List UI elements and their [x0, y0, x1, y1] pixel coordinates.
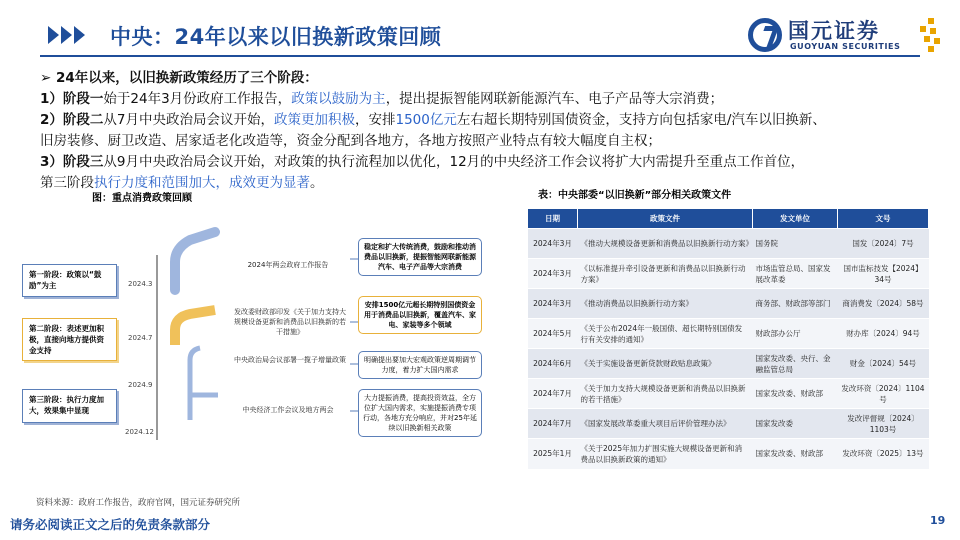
cell-ref: 发改环资〔2025〕13号 [838, 439, 929, 469]
logo-cn-text: 国元证券 [788, 19, 880, 43]
stage-1-box: 第一阶段：政策以“鼓励”为主 [22, 264, 117, 297]
cell-doc: 《以标准提升牵引设备更新和消费品以旧换新行动方案》 [578, 259, 753, 289]
col-header-date: 日期 [528, 209, 578, 229]
phase2-highlight-1: 政策更加积极 [274, 112, 355, 128]
logo-en-text: GUOYUAN SECURITIES [790, 42, 901, 51]
page-number: 19 [930, 514, 946, 527]
cell-issuer: 国家发改委、央行、金融监管总局 [753, 349, 838, 379]
col-header-doc: 政策文件 [578, 209, 753, 229]
event-label: 中央政治局会议部署一揽子增量政策 [234, 356, 346, 364]
phase1-highlight: 政策以鼓励为主 [291, 91, 386, 107]
cell-doc: 《推动消费品以旧换新行动方案》 [578, 289, 753, 319]
event-label: 中央经济工作会议及地方两会 [242, 406, 334, 414]
cell-issuer: 国家发改委、财政部 [753, 439, 838, 469]
cell-doc: 《国家发展改革委重大项目后评价管理办法》 [578, 409, 753, 439]
cell-date: 2024年6月 [528, 349, 578, 379]
cell-doc: 《关于2025年加力扩围实施大规模设备更新和消费品以旧换新政策的通知》 [578, 439, 753, 469]
cell-ref: 发改评督规〔2024〕1103号 [838, 409, 929, 439]
event-label: 发改委财政部印发《关于加力支持大规模设备更新和消费品以旧换新的若干措施》 [234, 308, 346, 336]
table-row [528, 379, 929, 409]
stage-2-box: 第二阶段：表述更加积极，直接向地方提供资金支持 [22, 318, 117, 361]
table-row [528, 259, 929, 289]
cell-issuer: 财政部办公厅 [753, 319, 838, 349]
table-body [528, 229, 929, 469]
table-row [528, 439, 929, 469]
phase1-label: 1）阶段一 [40, 91, 104, 107]
cell-ref: 财金〔2024〕54号 [838, 349, 929, 379]
col-header-ref: 文号 [838, 209, 929, 229]
figure-caption: 图：重点消费政策回顾 [92, 193, 192, 204]
source-note: 资料来源：政府工作报告，政府官网，国元证券研究所 [36, 498, 241, 508]
policy-box: 安排1500亿元超长期特别国债资金用于消费品以旧换新，覆盖汽车、家电、家装等多个领域 [358, 296, 482, 334]
policy-box: 明确提出要加大宏观政策逆周期调节力度，着力扩大国内需求 [358, 351, 482, 379]
cell-date: 2024年7月 [528, 379, 578, 409]
cell-date: 2024年5月 [528, 319, 578, 349]
cell-date: 2024年7月 [528, 409, 578, 439]
policy-table [527, 208, 929, 469]
phase2-line-2: 旧房装修、厨卫改造、居家适老化改造等，资金分配到各地方，各地方按照产业特点有较大幅度自主权； [40, 133, 661, 149]
disclaimer-note: 请务必阅读正文之后的免责条款部分 [10, 517, 211, 532]
cell-doc: 《关于加力支持大规模设备更新和消费品以旧换新的若干措施》 [578, 379, 753, 409]
intro-line: ➢ 24年以来，以旧换新政策经历了三个阶段： [40, 70, 318, 86]
cell-issuer: 市场监管总局、国家发展改革委 [753, 259, 838, 289]
phase1-text-b: ，提出提振智能网联新能源汽车、电子产品等大宗消费； [385, 91, 724, 107]
phase3-text-a: 从9月中央政治局会议开始，对政策的执行流程加以优化，12月的中央经济工作会议将扩大内需提升至重点工作首位， [103, 154, 805, 170]
cell-issuer: 商务部、财政部等部门 [753, 289, 838, 319]
phase2-text-b: ，安排 [355, 112, 396, 128]
phase3-label: 3）阶段三 [40, 154, 104, 170]
phase2-text-a: 从7月中央政治局会议开始， [103, 112, 274, 128]
cell-issuer: 国家发改委 [753, 409, 838, 439]
cell-doc: 《推动大规模设备更新和消费品以旧换新行动方案》 [578, 229, 753, 259]
phase1-text-a: 始于24年3月份政府工作报告， [103, 91, 292, 107]
phase2-label: 2）阶段二 [40, 112, 104, 128]
policy-box: 大力提振消费，提高投资效益，全方位扩大国内需求，实施提振消费专项行动，各地方充分响应，并对25年延续以旧换新相关政策 [358, 389, 482, 437]
table-row [528, 349, 929, 379]
phase3-text-c: 。 [310, 175, 324, 191]
arrow-stage1 [175, 232, 215, 290]
cell-date: 2024年3月 [528, 259, 578, 289]
phase2-text-c: 左右超长期特别国债资金，支持方向包括家电/汽车以旧换新、 [456, 112, 826, 128]
arrow-stage2 [175, 310, 215, 345]
stage-3-box: 第三阶段：执行力度加大，效果集中显现 [22, 389, 117, 423]
date-label: 2024.12 [125, 428, 154, 436]
cell-ref: 商消费发〔2024〕58号 [838, 289, 929, 319]
date-label: 2024.3 [128, 280, 153, 288]
table-row [528, 229, 929, 259]
cell-date: 2024年3月 [528, 229, 578, 259]
table-row [528, 409, 929, 439]
policy-box: 稳定和扩大传统消费，鼓励和推动消费品以旧换新，提振智能网联新能源汽车、电子产品等大宗消费 [358, 238, 482, 276]
date-label: 2024.9 [128, 381, 153, 389]
arrow-stage3 [190, 348, 200, 420]
cell-doc: 《关于实施设备更新贷款财政贴息政策》 [578, 349, 753, 379]
cell-date: 2024年3月 [528, 289, 578, 319]
cell-ref: 国发〔2024〕7号 [838, 229, 929, 259]
cell-date: 2025年1月 [528, 439, 578, 469]
cell-issuer: 国家发改委、财政部 [753, 379, 838, 409]
cell-doc: 《关于公布2024年一般国债、超长期特别国债发行有关安排的通知》 [578, 319, 753, 349]
date-label: 2024.7 [128, 334, 153, 342]
phase3-highlight: 执行力度和范围加大，成效更为显著 [94, 175, 310, 191]
cell-ref: 国市监标技发【2024】34号 [838, 259, 929, 289]
page-title: 中央：24年以来以旧换新政策回顾 [110, 25, 442, 49]
table-header-row [528, 209, 929, 229]
table-row [528, 319, 929, 349]
table-row [528, 289, 929, 319]
event-label: 2024年两会政府工作报告 [247, 261, 329, 269]
cell-ref: 财办库〔2024〕94号 [838, 319, 929, 349]
cell-issuer: 国务院 [753, 229, 838, 259]
table-caption: 表：中央部委“以旧换新”部分相关政策文件 [538, 190, 732, 201]
cell-ref: 发改环资〔2024〕1104号 [838, 379, 929, 409]
phase2-highlight-2: 1500亿元 [395, 112, 457, 128]
col-header-issuer: 发文单位 [753, 209, 838, 229]
phase3-text-b: 第三阶段 [40, 175, 94, 191]
